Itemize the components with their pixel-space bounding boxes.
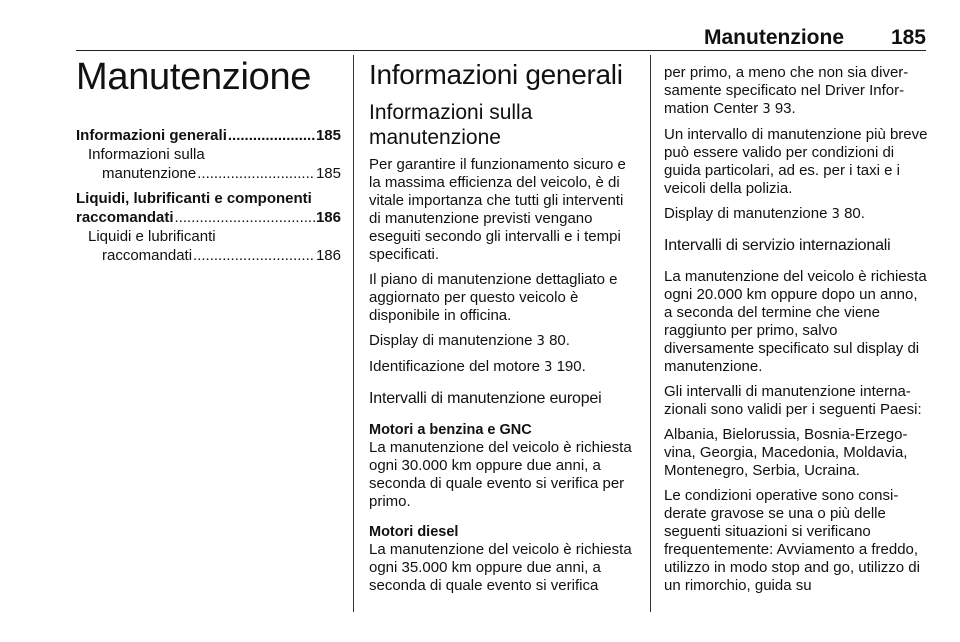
paragraph	[369, 332, 635, 351]
toc-entry-page: 185	[315, 165, 341, 182]
toc-entry-page: 186	[315, 247, 341, 264]
page-reference-icon: 3	[544, 360, 553, 375]
toc-leader	[197, 164, 315, 183]
paragraph: La manutenzione del veicolo è richiesta ogni 35.000 km oppure due anni, a seconda di quale evento si verifica	[369, 541, 632, 594]
toc-entry-label: raccomandati	[102, 247, 193, 264]
toc-entry[interactable]	[76, 189, 341, 227]
column-divider	[353, 55, 354, 612]
content-column-right	[664, 64, 930, 602]
toc-entry[interactable]	[76, 126, 341, 145]
paragraph: Il piano di manutenzione dettagliato e aggiornato per questo veicolo è disponibile in officina.	[369, 271, 618, 324]
page-reference-icon: 3	[536, 334, 545, 349]
page-header	[76, 0, 926, 51]
paragraph: Per garantire il funzionamento sicuro e la massima efficienza del veicolo, è di vitale importanza che tutti gli interventi di manutenzione previsti vengano eseguiti secondo gli intervalli e i tempi specificati.	[369, 156, 626, 263]
page-number: 185	[890, 26, 926, 49]
table-of-contents	[76, 54, 341, 265]
paragraph: Le condizioni operative sono considerate gravose se una o più delle seguenti situazioni si verificano frequentemente: Avviamento a freddo, utilizzo in modo stop and go, utilizzo di un rimorchio, guida su	[664, 487, 920, 594]
heading-intervals-international: Intervalli di servizio internazionali	[664, 237, 891, 254]
toc-entry-label: raccomandati	[76, 209, 174, 226]
paragraph: La manutenzione del veicolo è richiesta ogni 30.000 km oppure due anni, a seconda di quale evento si verifica per primo.	[369, 439, 632, 510]
content-column-left	[369, 58, 635, 602]
paragraph	[664, 64, 930, 119]
paragraph	[664, 205, 930, 224]
paragraph: Un intervallo di manutenzione più breve può essere valido per condizioni di guida particolari, ad es. per i taxi e i veicoli della polizia.	[664, 126, 928, 197]
toc-entry-label: Liquidi e lubrificanti	[88, 228, 216, 245]
cross-reference-label: Identificazione del motore	[369, 358, 540, 375]
toc-leader	[193, 246, 315, 265]
paragraph: Gli intervalli di manutenzione internazionali sono validi per i seguenti Paesi:	[664, 383, 922, 418]
cross-reference-page[interactable]: 80.	[844, 205, 865, 222]
toc-leader	[175, 208, 315, 227]
heading-intervals-europe: Intervalli di manutenzione europei	[369, 390, 602, 407]
toc-entry-page: 186	[315, 209, 341, 226]
chapter-title: Manutenzione	[76, 56, 312, 98]
heading-diesel: Motori diesel	[369, 524, 459, 540]
cross-reference-label: Display di manutenzione	[664, 205, 828, 222]
cross-reference-label: Display di manutenzione	[369, 332, 533, 349]
cross-reference-page[interactable]: 93.	[774, 100, 796, 117]
paragraph	[369, 358, 635, 377]
column-divider	[650, 55, 651, 612]
cross-reference-page[interactable]: 190.	[556, 358, 586, 375]
heading-petrol-cng: Motori a benzina e GNC	[369, 422, 532, 438]
toc-entry-label: Informazioni sulla	[88, 146, 205, 163]
toc-leader	[228, 126, 315, 145]
paragraph: La manutenzione del veicolo è richiesta ogni 20.000 km oppure dopo un anno, a seconda del termine che viene raggiunto per primo, salvo diversamente specificato sul display di manutenzione.	[664, 268, 927, 375]
page-reference-icon: 3	[762, 102, 771, 117]
toc-entry-page: 185	[315, 127, 341, 144]
paragraph-text: per primo, a meno che non sia diversamente specificato nel Driver Information Center	[664, 64, 909, 117]
section-title: Informazioni generali	[369, 59, 623, 90]
toc-entry-label: Informazioni generali	[76, 127, 227, 144]
paragraph: Albania, Bielorussia, Bosnia-Erzegovina, Georgia, Macedonia, Moldavia, Montenegro, Serbia, Ucraina.	[664, 426, 908, 479]
toc-entry[interactable]	[76, 145, 341, 183]
toc-entry[interactable]	[76, 227, 341, 265]
subsection-title: Informazioni sulla manutenzione	[369, 101, 533, 149]
cross-reference-page[interactable]: 80.	[549, 332, 570, 349]
page-reference-icon: 3	[831, 207, 840, 222]
header-title: Manutenzione	[704, 26, 844, 49]
toc-entry-label: Liquidi, lubrificanti e componenti	[76, 190, 312, 207]
toc-entry-label: manutenzione	[102, 165, 197, 182]
